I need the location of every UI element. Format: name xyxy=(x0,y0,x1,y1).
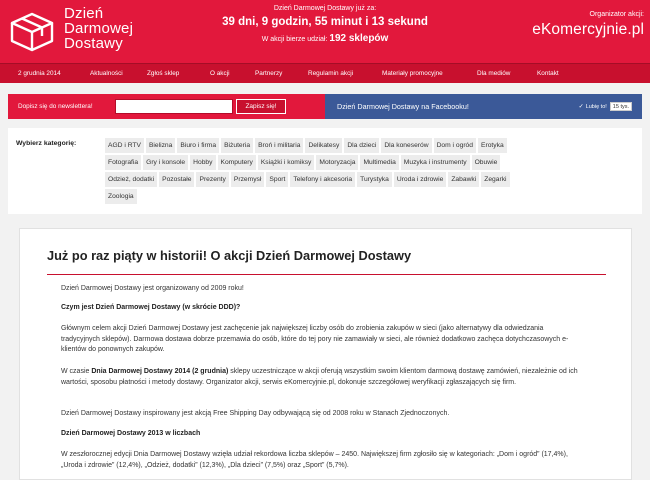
category-tag[interactable]: Prezenty xyxy=(196,172,228,187)
nav-item-news[interactable]: Aktualności xyxy=(90,70,123,77)
category-tag[interactable]: Sport xyxy=(266,172,288,187)
logo-line: Darmowej xyxy=(64,20,134,37)
logo-text xyxy=(64,6,133,51)
category-tag[interactable]: Fotografia xyxy=(105,155,141,170)
category-tag[interactable]: Erotyka xyxy=(478,138,507,153)
site-logo[interactable] xyxy=(6,5,136,57)
shops-count xyxy=(200,33,450,44)
like-label: Lubię to! xyxy=(585,103,607,110)
category-panel xyxy=(8,128,642,214)
nav-item-promo-materials[interactable]: Materiały promocyjne xyxy=(382,70,443,77)
category-tag[interactable]: Przemysł xyxy=(231,172,265,187)
category-tag[interactable]: Delikatesy xyxy=(305,138,342,153)
nav-item-date[interactable]: 2 grudnia 2014 xyxy=(18,70,61,77)
main-nav xyxy=(0,63,650,83)
organizer-panel xyxy=(532,0,644,39)
category-tag[interactable]: Zegarki xyxy=(481,172,509,187)
article-paragraph: W zeszłorocznej edycji Dnia Darmowej Dostawy wzięła udział rekordowa liczba sklepów – 2450. Największej firm zgłosiło się w kategoriach: „Dom i ogród” (17,4%), „Uroda i zdrowie” (12,4%), „Odzież, dodatki” (12,3%), „Dla dzieci” (7,5%) oraz „Sport” (5,7%). xyxy=(61,451,568,469)
category-tag[interactable]: Biuro i firma xyxy=(177,138,219,153)
category-tag[interactable]: Obuwie xyxy=(472,155,501,170)
logo-line: Dostawy xyxy=(64,35,123,52)
title-divider xyxy=(47,274,606,275)
newsletter-label: Dopisz się do newslettera! xyxy=(18,103,93,110)
category-tag[interactable]: Dom i ogród xyxy=(434,138,476,153)
category-tag[interactable]: Zabawki xyxy=(448,172,479,187)
category-tag[interactable]: Turystyka xyxy=(357,172,392,187)
category-tag[interactable]: Dla koneserów xyxy=(381,138,431,153)
organizer-link[interactable]: eKomercyjnie.pl xyxy=(532,21,644,38)
countdown-label: Dzień Darmowej Dostawy już za: xyxy=(273,5,377,12)
nav-item-submit-shop[interactable]: Zgłoś sklep xyxy=(147,70,180,77)
category-tag[interactable]: Multimedia xyxy=(360,155,398,170)
check-icon: ✓ xyxy=(578,104,584,110)
nav-item-contact[interactable]: Kontakt xyxy=(537,70,559,77)
subheading-text: Dzień Darmowej Dostawy 2013 w liczbach xyxy=(61,430,201,437)
countdown-timer: 39 dni, 9 godzin, 55 minut i 13 sekund xyxy=(222,16,428,28)
site-header xyxy=(0,0,650,63)
category-row xyxy=(105,189,139,204)
article-panel xyxy=(19,228,632,480)
paragraph-rest: sklepy uczestniczące w akcji oferują wszystkim swoim klientom darmową dostawę zamówień, niezależnie od ich wartości, sposobu płatności i metody dostawy. Organizator akcji, serwis eKomercyjnie.pl, dokonuje szczegółowej weryfikacji zgłaszających się firm. xyxy=(61,368,578,386)
paragraph-bold: Dnia Darmowej Dostawy 2014 (2 grudnia) xyxy=(91,368,229,375)
category-tag[interactable]: Telefony i akcesoria xyxy=(290,172,355,187)
nav-item-media[interactable]: Dla mediów xyxy=(477,70,511,77)
category-tag[interactable]: Biżuteria xyxy=(221,138,253,153)
category-tag[interactable]: Motoryzacja xyxy=(316,155,358,170)
category-tag[interactable]: Bielizna xyxy=(146,138,175,153)
subheading-text: Czym jest Dzień Darmowej Dostawy (w skrócie DDD)? xyxy=(61,304,241,311)
paragraph-prefix: W czasie xyxy=(61,368,90,375)
article-subheading xyxy=(61,429,581,440)
category-tag[interactable]: Uroda i zdrowie xyxy=(394,172,446,187)
article-paragraph: Dzień Darmowej Dostawy inspirowany jest akcją Free Shipping Day odbywającą się od 2008 roku w Stanach Zjednoczonych. xyxy=(61,410,450,417)
category-tag[interactable]: Pozostałe xyxy=(159,172,194,187)
article-paragraph: Dzień Darmowej Dostawy jest organizowany od 2009 roku! xyxy=(61,285,244,292)
article-paragraph xyxy=(61,367,581,388)
nav-item-about[interactable]: O akcji xyxy=(210,70,230,77)
gift-box-icon xyxy=(6,7,56,53)
facebook-like-button[interactable] xyxy=(579,101,632,112)
category-row xyxy=(105,155,502,170)
countdown-panel xyxy=(200,0,450,44)
category-tag[interactable]: Muzyka i instrumenty xyxy=(401,155,470,170)
nav-item-partners[interactable]: Partnerzy xyxy=(255,70,283,77)
signup-bar xyxy=(8,94,642,119)
category-row xyxy=(105,138,509,153)
newsletter-box xyxy=(8,94,325,119)
category-tag[interactable]: Broń i militaria xyxy=(255,138,303,153)
category-tag[interactable]: Gry i konsole xyxy=(143,155,188,170)
facebook-link[interactable]: Dzień Darmowej Dostawy na Facebooku! xyxy=(337,102,469,111)
article-title: Już po raz piąty w historii! O akcji Dzień Darmowej Dostawy xyxy=(47,248,412,263)
category-row xyxy=(105,172,512,187)
facebook-box xyxy=(325,94,642,119)
category-tag[interactable]: Odzież, dodatki xyxy=(105,172,157,187)
category-label: Wybierz kategorię: xyxy=(16,140,77,147)
organizer-label: Organizator akcji: xyxy=(589,11,644,18)
category-tag[interactable]: Książki i komiksy xyxy=(258,155,315,170)
like-count: 15 tys. xyxy=(610,102,632,111)
category-tag[interactable]: Zoologia xyxy=(105,189,137,204)
newsletter-submit-button[interactable]: Zapisz się! xyxy=(236,99,286,114)
article-paragraph: Głównym celem akcji Dzień Darmowej Dostawy jest zachęcenie jak największej liczby osób do zrobienia zakupów w sieci (jako alternatywy dla odwiedzania tradycyjnych sklepów). Darmowa dostawa dobrze przemawia do osób, które do tej pory nie zamawiały w sieci, ale również dodatkowo zachęca dotychczasowych e-klientów do ponownych zakupów. xyxy=(61,325,569,354)
category-tag[interactable]: Dla dzieci xyxy=(344,138,379,153)
category-tag[interactable]: AGD i RTV xyxy=(105,138,144,153)
newsletter-email-input[interactable] xyxy=(115,99,233,114)
shops-number: 192 sklepów xyxy=(329,33,389,44)
category-tag[interactable]: Hobby xyxy=(190,155,215,170)
logo-line: Dzień xyxy=(64,5,104,22)
category-tag[interactable]: Komputery xyxy=(218,155,256,170)
shops-prefix: W akcji bierze udział: xyxy=(261,36,328,43)
nav-item-rules[interactable]: Regulamin akcji xyxy=(308,70,354,77)
article-subheading xyxy=(61,303,581,314)
